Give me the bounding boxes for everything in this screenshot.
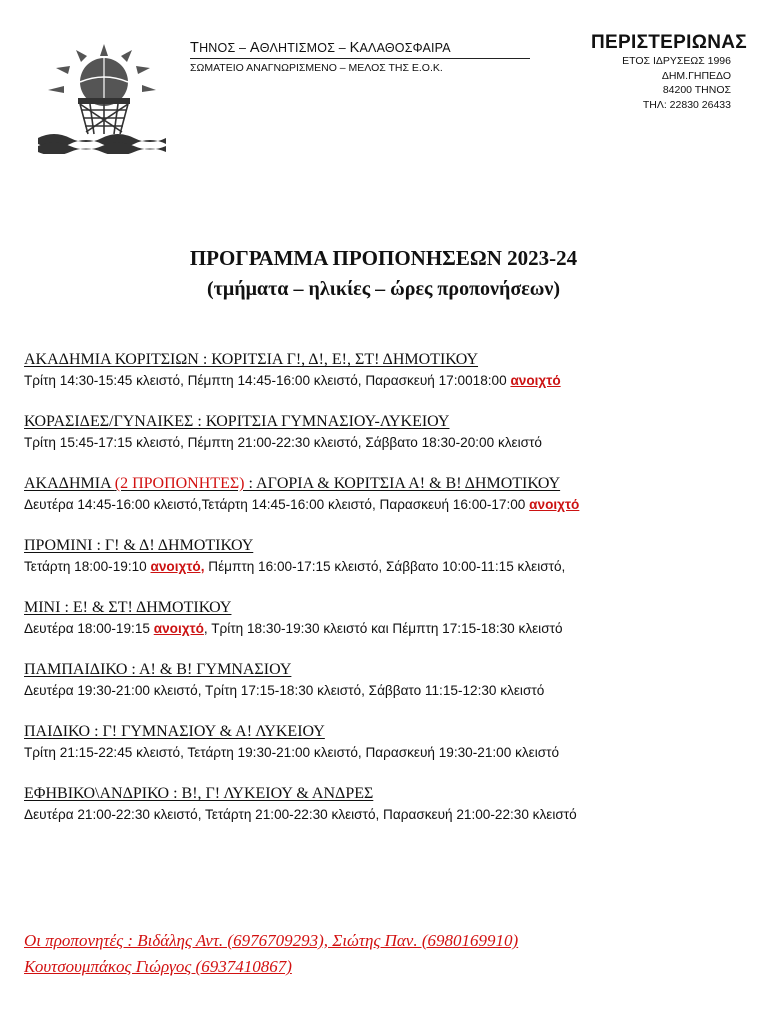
- group-times: [24, 369, 754, 392]
- group-heading: ΜΙΝΙ : Ε! & ΣΤ! ΔΗΜΟΤΙΚΟΥ: [24, 599, 232, 616]
- tagline-part: ΑΛΑΘΟΣΦΑΙΡΑ: [359, 41, 451, 55]
- info-venue: ΔΗΜ.ΓΗΠΕΔΟ: [661, 69, 731, 82]
- group-heading: ΚΟΡΑΣΙΔΕΣ/ΓΥΝΑΙΚΕΣ : ΚΟΡΙΤΣΙΑ ΓΥΜΝΑΣΙΟΥ-ΛΥΚΕΙΟΥ: [24, 413, 450, 430]
- open-label: ανοιχτό: [529, 497, 580, 512]
- page-subtitle: (τμήματα – ηλικίες – ώρες προπονήσεων): [207, 278, 560, 300]
- schedule-group: [24, 412, 754, 454]
- coaches-line: Οι προπονητές : Βιδάλης Αντ. (6976709293), Σιώτης Παν. (6980169910): [24, 931, 519, 950]
- club-tagline: [190, 40, 530, 59]
- group-heading: ΠΡΟΜΙΝΙ : Γ! & Δ! ΔΗΜΟΤΙΚΟΥ: [24, 537, 254, 554]
- group-times: [24, 617, 754, 640]
- group-heading: ΑΚΑΔΗΜΙΑ ΚΟΡΙΤΣΙΩΝ : ΚΟΡΙΤΣΙΑ Γ!, Δ!, Ε!, ΣΤ! ΔΗΜΟΤΙΚΟΥ: [24, 351, 479, 368]
- group-heading: ΠΑΙΔΙΚΟ : Γ! ΓΥΜΝΑΣΙΟΥ & Α! ΛΥΚΕΙΟΥ: [24, 723, 325, 740]
- club-recognition: ΣΩΜΑΤΕΙΟ ΑΝΑΓΝΩΡΙΣΜΕΝΟ – ΜΕΛΟΣ ΤΗΣ Ε.Ο.Κ.: [190, 62, 443, 74]
- schedule-group: [24, 722, 754, 764]
- tagline-part: Α: [249, 40, 260, 56]
- group-times: Τρίτη 21:15-22:45 κλειστό, Τετάρτη 19:30-21:00 κλειστό, Παρασκευή 19:30-21:00 κλειστό: [24, 745, 560, 760]
- heading-part: : ΑΓΟΡΙΑ & ΚΟΡΙΤΣΙΑ Α! & Β! ΔΗΜΟΤΙΚΟΥ: [244, 475, 561, 492]
- info-founded: ΕΤΟΣ ΙΔΡΥΣΕΩΣ 1996: [622, 55, 731, 67]
- open-label: ανοιχτό: [153, 621, 204, 636]
- group-times: Δευτέρα 21:00-22:30 κλειστό, Τετάρτη 21:00-22:30 κλειστό, Παρασκευή 21:00-22:30 κλειστό: [24, 807, 577, 822]
- tagline-part: ΘΛΗΤΙΣΜΟΣ –: [259, 41, 350, 55]
- times-text: Τετάρτη 18:00-19:10: [24, 559, 151, 574]
- group-times: Δευτέρα 19:30-21:00 κλειστό, Τρίτη 17:15-18:30 κλειστό, Σάββατο 11:15-12:30 κλειστό: [24, 683, 545, 698]
- coaches-contacts: [24, 928, 754, 980]
- club-header-left: [190, 40, 530, 74]
- group-times: [24, 555, 754, 578]
- group-heading: ΠΑΜΠΑΙΔΙΚΟ : Α! & Β! ΓΥΜΝΑΣΙΟΥ: [24, 661, 292, 678]
- group-heading: [24, 474, 754, 493]
- group-times: Τρίτη 15:45-17:15 κλειστό, Πέμπτη 21:00-22:30 κλειστό, Σάββατο 18:30-20:00 κλειστό: [24, 435, 542, 450]
- group-times: [24, 493, 754, 516]
- tagline-part: ΗΝΟΣ –: [199, 41, 250, 55]
- club-info: [527, 54, 747, 112]
- schedule-group: [24, 660, 754, 702]
- info-postcode: 84200 ΤΗΝΟΣ: [662, 84, 731, 96]
- club-logo: [34, 42, 174, 154]
- club-name: ΠΕΡΙΣΤΕΡΙΩΝΑΣ: [591, 32, 747, 53]
- page-title: ΠΡΟΓΡΑΜΜΑ ΠΡΟΠΟΝΗΣΕΩΝ 2023-24: [189, 246, 578, 270]
- times-text: Δευτέρα 18:00-19:15: [24, 621, 154, 636]
- open-label: ανοιχτό: [510, 373, 561, 388]
- heading-part: ΑΚΑΔΗΜΙΑ: [24, 475, 115, 492]
- times-text: Πέμπτη 16:00-17:15 κλειστό, Σάββατο 10:00-11:15 κλειστό,: [204, 559, 566, 574]
- club-header-right: [527, 32, 747, 112]
- times-text: Δευτέρα 14:45-16:00 κλειστό,Τετάρτη 14:45-16:00 κλειστό, Παρασκευή 16:00-17:00: [24, 497, 530, 512]
- schedule-group: [24, 474, 754, 516]
- tagline-part: Τ: [190, 40, 200, 56]
- coaches-line: Κουτσουμπάκος Γιώργος (6937410867): [24, 957, 292, 976]
- schedule-group: [24, 598, 754, 640]
- schedule-group: [24, 350, 754, 392]
- schedule-group: [24, 784, 754, 826]
- times-text: , Τρίτη 18:30-19:30 κλειστό και Πέμπτη 17:15-18:30 κλειστό: [203, 621, 563, 636]
- tagline-part: Κ: [349, 40, 360, 56]
- times-text: Τρίτη 14:30-15:45 κλειστό, Πέμπτη 14:45-16:00 κλειστό, Παρασκευή 17:0018:00: [24, 373, 511, 388]
- schedule-list: [24, 350, 754, 846]
- info-phone: ΤΗΛ: 22830 26433: [642, 98, 731, 111]
- open-label: ανοιχτό,: [150, 559, 205, 574]
- group-heading: ΕΦΗΒΙΚΟ\ΑΝΔΡΙΚΟ : Β!, Γ! ΛΥΚΕΙΟΥ & ΑΝΔΡΕΣ: [24, 785, 374, 802]
- heading-coaches-note: (2 ΠΡΟΠΟΝΗΤΕΣ): [114, 475, 245, 492]
- schedule-group: [24, 536, 754, 578]
